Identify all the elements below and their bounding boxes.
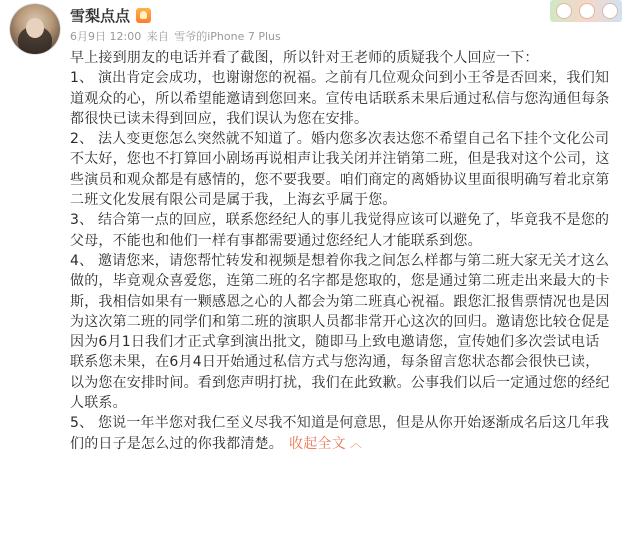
post-content: [70, 48, 610, 454]
user-line: [70, 4, 151, 26]
post-paragraph: 5、 您说一年半您对我仁至义尽我不知道是何意思，但是从你开始逐渐成名后这几年我们的日子是怎么过的你我都清楚。: [70, 415, 610, 452]
avatar-face: [26, 18, 44, 38]
post-paragraph: 2、 法人变更您怎么突然就不知道了。婚内您多次表达您不希望自己名下挂个文化公司不太好，您也不打算回小剧场再说相声让我关闭并注销第二班，但是我对这个公司，这些演员和观众都是有感情的，您不要我要。咱们商定的离婚协议里面很明确写着北京第二班文化发展有限公司是属于我，上海玄乎属于您。: [70, 131, 610, 209]
post-paragraph-last: [70, 413, 610, 454]
avatar[interactable]: [10, 4, 60, 54]
post-source: 雪爷的iPhone 7 Plus: [174, 30, 281, 43]
chevron-up-icon[interactable]: ︿: [349, 435, 363, 450]
post-date[interactable]: 6月9日 12:00: [70, 30, 142, 43]
vip-badge-icon: [136, 8, 151, 23]
post-paragraph: 1、 演出肯定会成功，也谢谢您的祝福。之前有几位观众问到小王爷是否回来，我们知道观众的心，所以希望能邀请到您回来。宣传电话联系未果后通过私信与您沟通但每条都很快已读未得到回应，我们误认为您在安排。: [70, 70, 610, 127]
post-paragraph: 3、 结合第一点的回应，联系您经纪人的事儿我觉得应该可以避免了，毕竟我不是您的父母，不能也和他们一样有事都需要通过您经纪人才能联系到您。: [70, 212, 610, 249]
collapse-button[interactable]: 收起全文: [289, 435, 346, 452]
post-paragraph: 4、 邀请您来，请您帮忙转发和视频是想着你我之间怎么样都与第二班大家无关才这么做的，毕竟观众喜爱您，连第二班的名字都是您取的，您是通过第二班走出来最大的卡斯，我相信如果有一颗感恩之心的人都会为第二班真心祝福。跟您汇报售票情况也是因为这次第二班的同学们和第二班的演职人员都非常开心这次的回归。邀请您比较仓促是因为6月1日我们才正式拿到演出批文，随即马上致电邀请您，宣传她们多次尝试电话联系您未果，在6月4日开始通过私信方式与您沟通，每条留言您状态都会很快已读，以为您在安排时间。看到您声明打扰，我们在此致歉。公事我们以后一定通过您的经纪人联系。: [70, 252, 610, 412]
post-paragraph: 早上接到朋友的电话并看了截图，所以针对王老师的质疑我个人回应一下：: [70, 50, 539, 66]
source-prefix: 来自: [146, 30, 169, 43]
post-meta: [70, 28, 283, 44]
card-sticker-icon: [550, 0, 622, 22]
username[interactable]: 雪梨点点: [70, 6, 131, 25]
